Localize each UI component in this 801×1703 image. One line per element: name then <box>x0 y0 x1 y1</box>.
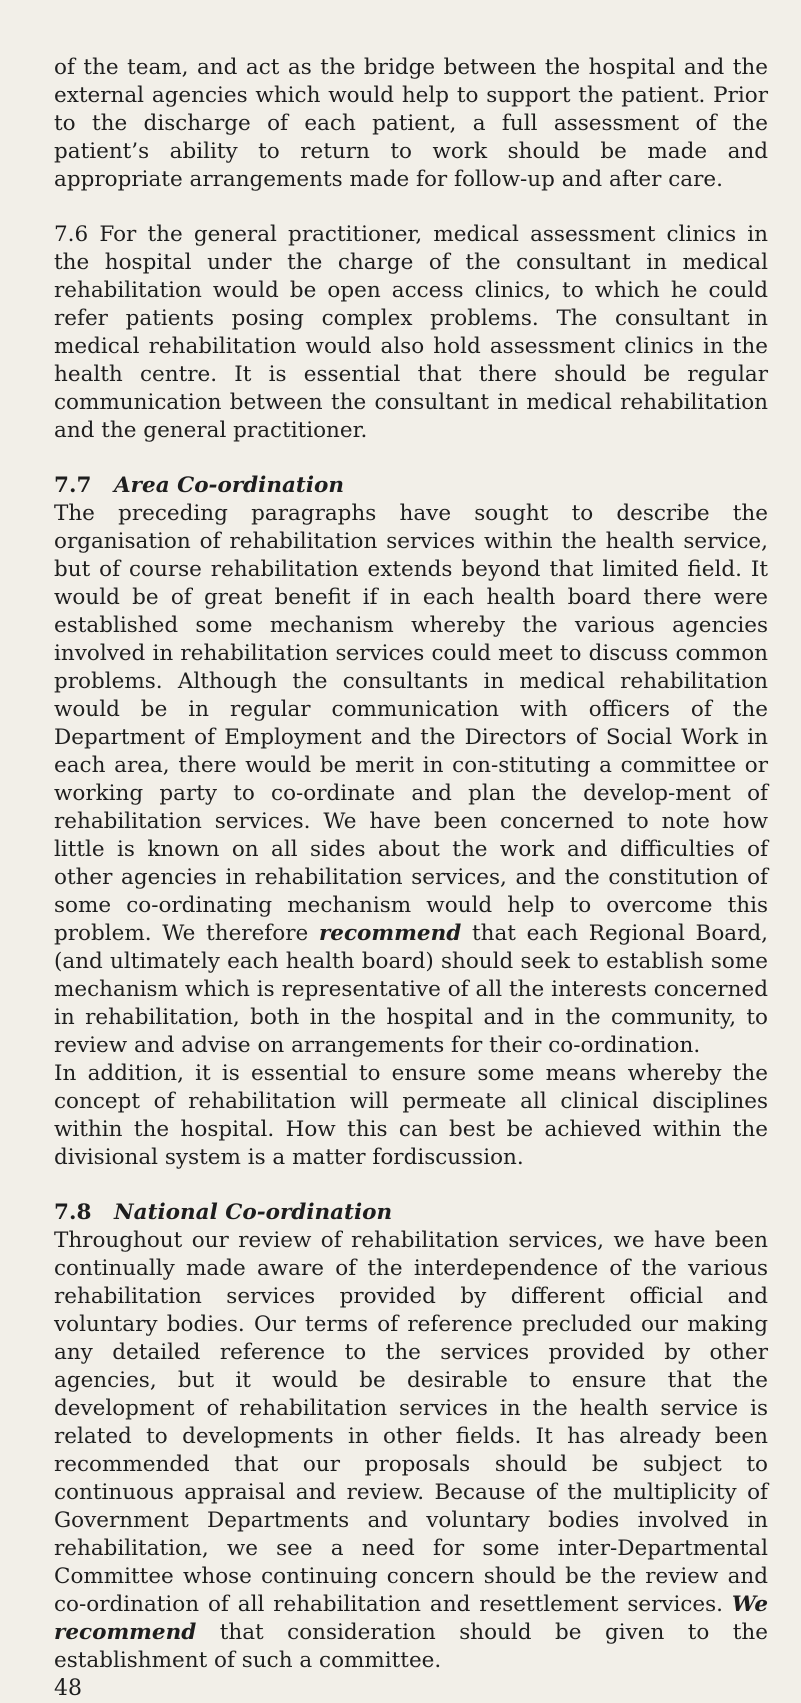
section-7-8-recommend-emphasis: We recommend <box>54 1592 768 1645</box>
section-7-8-paragraph-1 <box>54 1227 768 1675</box>
section-7-7-title: Area Co-ordination <box>114 473 344 498</box>
section-7-8-heading <box>54 1199 768 1227</box>
section-7-7-heading <box>54 472 768 500</box>
section-7-7-p1-text-before: The preceding paragraphs have sought to describe the organisation of rehabilitation services within the health service, but of course rehabilitation extends beyond that limited field. It would be of great benefit if in each health board there were established some mechanism whereby the various agencies involved in rehabilitation services could meet to discuss common problems. Although the consultants in medical rehabilitation would be in regular communication with officers of the Department of Employment and the Directors of Social Work in each area, there would be merit in con-stituting a committee or working party to co-ordinate and plan the develop-ment of rehabilitation services. We have been concerned to note how little is known on all sides about the work and difficulties of other agencies in rehabilitation services, and the constitution of some co-ordinating mechanism would help to overcome this problem. We therefore <box>54 501 768 946</box>
section-7-7 <box>54 472 768 1172</box>
section-7-8-title: National Co-ordination <box>114 1200 393 1225</box>
section-7-8 <box>54 1199 768 1675</box>
section-7-8-p1-text-before: Throughout our review of rehabilitation services, we have been continually made aware of the interdependence of the various rehabilitation services provided by different official and voluntary bodies. Our terms of reference precluded our making any detailed reference to the services provided by other agencies, but it would be desirable to ensure that the development of rehabilitation services in the health service is related to developments in other fields. It has already been recommended that our proposals should be subject to continuous appraisal and review. Because of the multiplicity of Government Departments and voluntary bodies involved in rehabilitation, we see a need for some inter-Departmental Committee whose continuing concern should be the review and co-ordination of all rehabilitation and resettlement services. <box>54 1228 768 1617</box>
section-7-8-p1-text-after: that consideration should be given to the establishment of such a committee. <box>54 1620 769 1673</box>
paragraph-7-6: 7.6 For the general practitioner, medical assessment clinics in the hospital under the charge of the consultant in medical rehabilitation would be open access clinics, to which he could refer patients posing complex problems. The consultant in medical rehabilitation would also hold assessment clinics in the health centre. It is essential that there should be regular communication between the consultant in medical rehabilitation and the general practitioner. <box>54 222 768 443</box>
section-7-7-recommend-emphasis: recommend <box>318 921 462 946</box>
page-number: 48 <box>54 1676 82 1701</box>
section-7-7-paragraph-2: In addition, it is essential to ensure some means whereby the concept of rehabilitation will permeate all clinical disciplines within the hospital. How this can best be achieved within the divisional system is a matter fordiscussion. <box>54 1061 768 1170</box>
paragraph-intro: of the team, and act as the bridge between the hospital and the external agencies which would help to support the patient. Prior to the discharge of each patient, a full assessment of the patient’s ability to return to work should be made and appropriate arrangements made for follow-up and after care. <box>54 55 768 192</box>
section-7-8-number: 7.8 <box>54 1200 92 1225</box>
section-7-7-number: 7.7 <box>54 473 92 498</box>
section-7-7-p1-text-after: that each Regional Board, (and ultimately each health board) should seek to establish some mechanism which is representative of all the interests concerned in rehabilitation, both in the hospital and in the community, to review and advise on arrangements for their co-ordination. <box>54 921 768 1058</box>
section-7-7-paragraph-1 <box>54 500 768 1060</box>
